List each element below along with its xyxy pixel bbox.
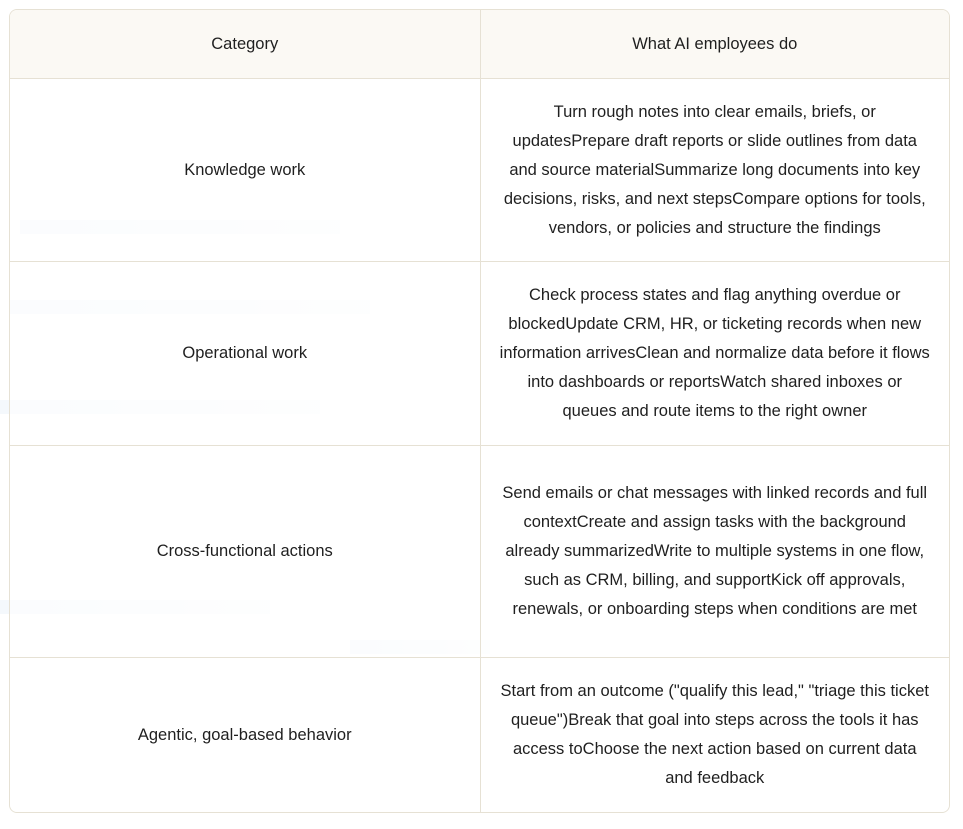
table-row bbox=[10, 658, 949, 812]
column-header-what-ai-employees-do: What AI employees do bbox=[480, 10, 949, 79]
table-row bbox=[10, 445, 949, 657]
table-row bbox=[10, 79, 949, 262]
column-header-category: Category bbox=[10, 10, 480, 79]
category-cell: Agentic, goal-based behavior bbox=[10, 658, 480, 812]
table-header bbox=[10, 10, 949, 79]
table-body bbox=[10, 79, 949, 813]
category-cell: Operational work bbox=[10, 262, 480, 445]
header-row bbox=[10, 10, 949, 79]
category-cell: Cross-functional actions bbox=[10, 445, 480, 657]
description-cell: Start from an outcome ("qualify this lead," "triage this ticket queue")Break that goal into steps across the tools it has access toChoose the next action based on current data and feedback bbox=[480, 658, 949, 812]
capabilities-table bbox=[10, 10, 949, 812]
description-cell: Turn rough notes into clear emails, briefs, or updatesPrepare draft reports or slide outlines from data and source materialSummarize long documents into key decisions, risks, and next stepsCompare options for tools, vendors, or policies and structure the findings bbox=[480, 79, 949, 262]
table-row bbox=[10, 262, 949, 445]
description-cell: Send emails or chat messages with linked records and full contextCreate and assign tasks with the background already summarizedWrite to multiple systems in one flow, such as CRM, billing, and supportKick off approvals, renewals, or onboarding steps when conditions are met bbox=[480, 445, 949, 657]
category-cell: Knowledge work bbox=[10, 79, 480, 262]
description-cell: Check process states and flag anything overdue or blockedUpdate CRM, HR, or ticketing records when new information arrivesClean and normalize data before it flows into dashboards or reportsWatch shared inboxes or queues and route items to the right owner bbox=[480, 262, 949, 445]
capabilities-table-container bbox=[9, 9, 950, 813]
